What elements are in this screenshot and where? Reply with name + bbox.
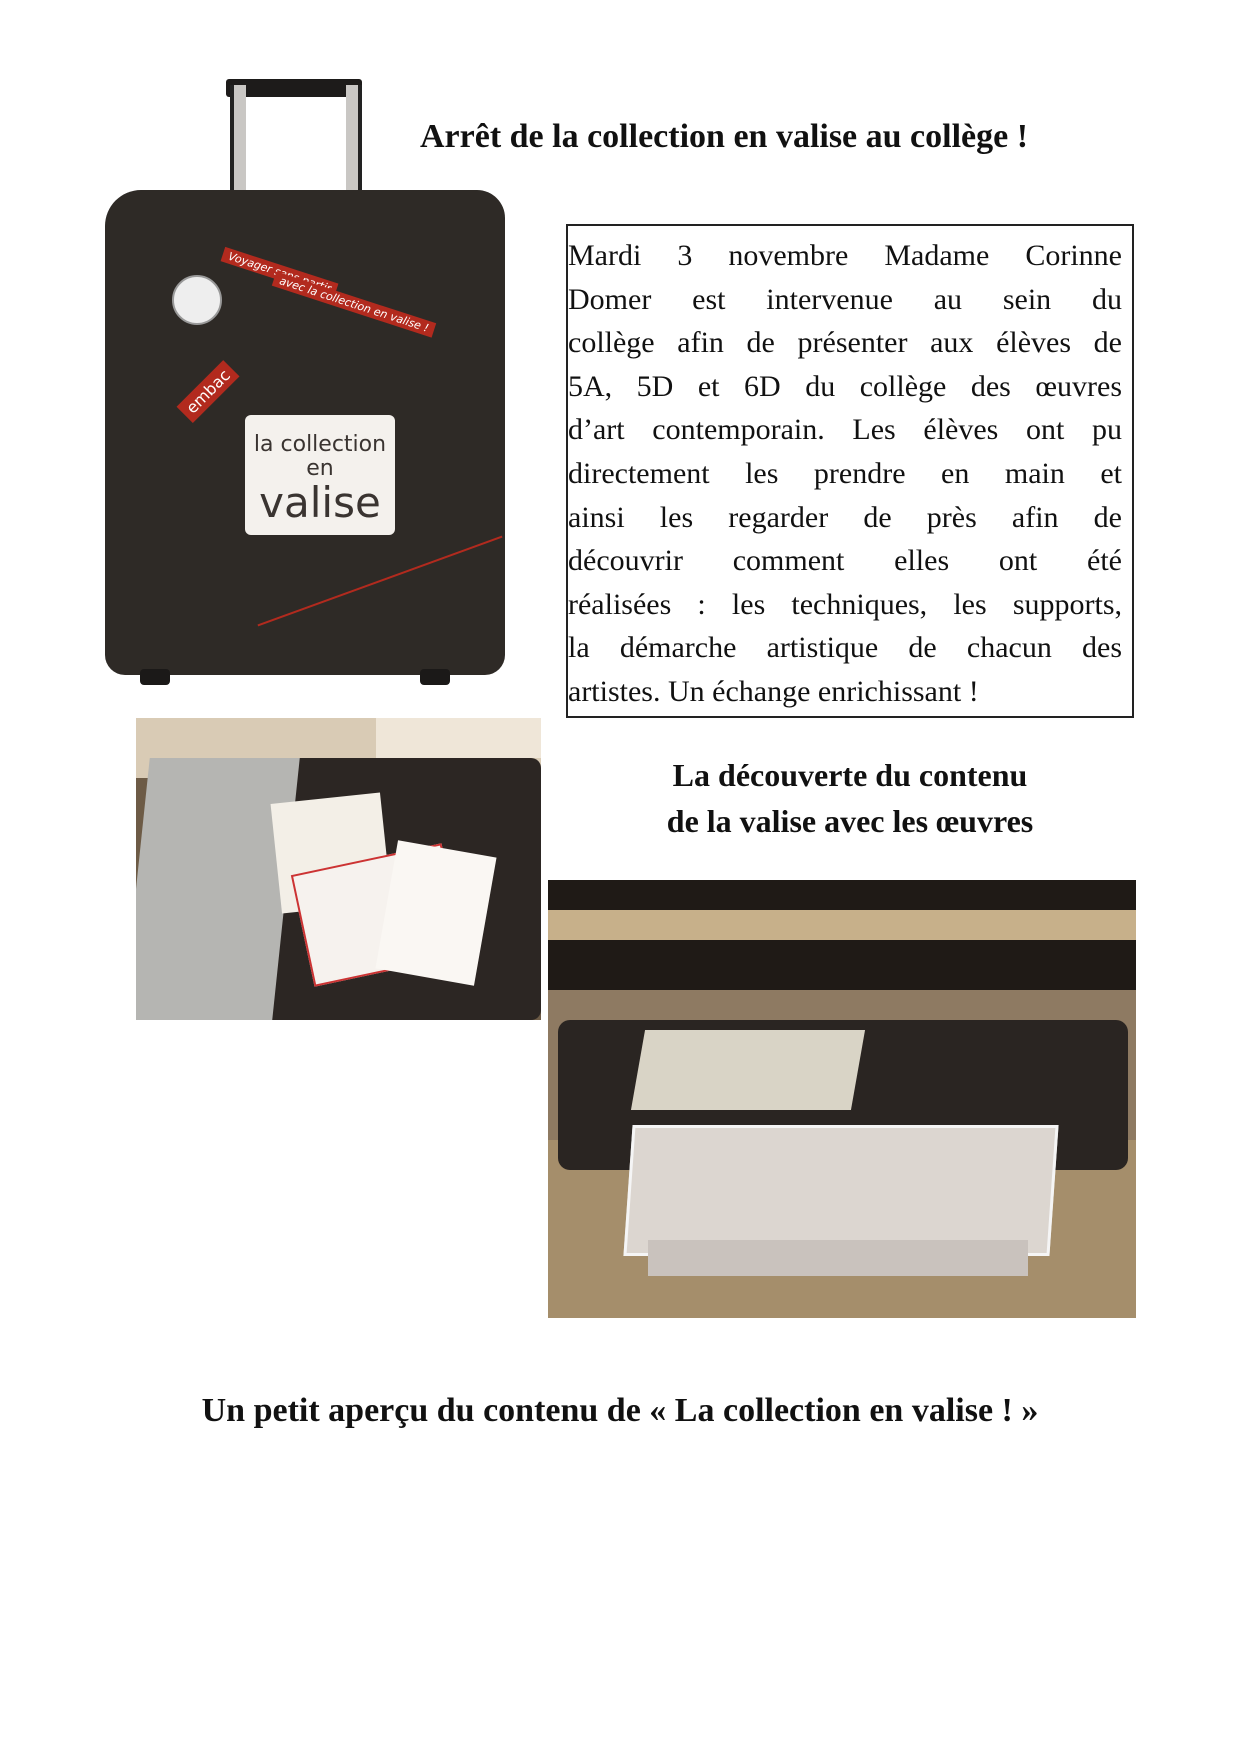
suitcase-round-sticker [172,275,222,325]
article-line: réalisées : les techniques, les supports, [568,587,1122,621]
suitcase-logo-line1: la collection en [253,432,387,481]
page-title: Arrêt de la collection en valise au collège ! [420,118,1029,155]
suitcase-embac-label: embac [177,360,240,423]
suitcase-handle-right [346,85,362,205]
article-box [566,224,1134,718]
photo-open-suitcase [136,718,541,1020]
article-line: 5A, 5D et 6D du collège des œuvres [568,369,1122,403]
suitcase-logo [245,415,395,535]
suitcase-logo-line2: valise [259,478,381,527]
article-line: Domer est intervenue au sein du [568,282,1122,316]
suitcase-tape-2: avec la collection en valise ! [272,271,437,337]
preview-heading: Un petit aperçu du contenu de « La collection en valise ! » [201,1392,1039,1429]
photo-caption-line2: de la valise avec les œuvres [666,803,1034,839]
article-line: d’art contemporain. Les élèves ont pu [568,413,1122,447]
suitcase-photo [100,75,510,715]
photo-classroom [548,880,1136,1318]
article-line: artistes. Un échange enrichissant ! [568,674,979,708]
photo-caption-line1: La découverte du contenu [672,757,1028,793]
photo-caption [590,752,1110,844]
article-line: la démarche artistique de chacun des [568,631,1122,665]
article-line: ainsi les regarder de près afin de [568,500,1122,534]
article-line: découvrir comment elles ont été [568,544,1122,578]
suitcase-handle-grip [226,79,362,97]
suitcase-handle-left [230,85,246,205]
suitcase-wheel-left [140,669,170,685]
article-line: collège afin de présenter aux élèves de [568,326,1122,360]
suitcase-tape-1: Voyager [221,247,339,298]
article-line: directement les prendre en main et [568,456,1122,490]
article-line: Mardi 3 novembre Madame Corinne [568,239,1122,272]
suitcase-wheel-right [420,669,450,685]
